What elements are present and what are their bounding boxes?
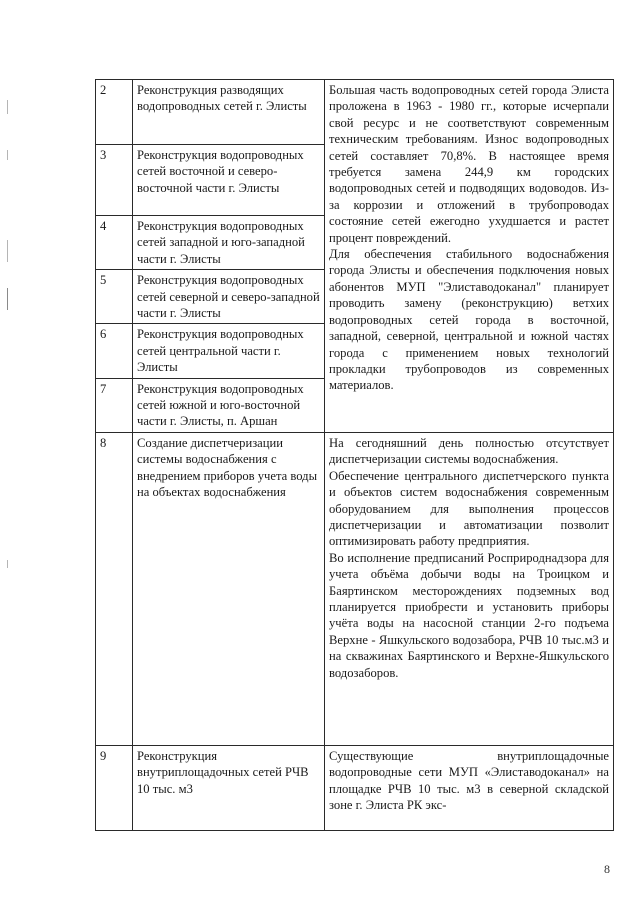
project-name: Реконструкция водопроводных сетей северной и северо-западной части г. Элисты	[133, 270, 325, 324]
description-paragraph: Существующие внутриплощадочные водопроводные сети МУП «Элиставодоканал» на площадке РЧВ 10 тыс. м3 в северной складской зоне г. Элиста РК экс-	[329, 748, 609, 813]
description-paragraph: Во исполнение предписаний Росприроднадзора для учета объёма добычи воды на Троицком и Баяртинском месторождениях подземных вод планируется приобрести и установить приборы учёта воды на насосной станции 2-го подъема Верхне - Яшкульского водозабора, РЧВ 10 тыс.м3 и на скважинах Баяртинского и Верхне-Яшкульского водозаборов.	[329, 550, 609, 680]
scan-artifact	[7, 288, 8, 310]
project-name: Создание диспетчеризации системы водоснабжения с внедрением приборов учета воды на объектах водоснабжения	[133, 432, 325, 745]
row-number: 7	[96, 378, 133, 432]
project-name: Реконструкция внутриплощадочных сетей РЧВ 10 тыс. м3	[133, 745, 325, 830]
project-name: Реконструкция водопроводных сетей южной и юго-восточной части г. Элисты, п. Аршан	[133, 378, 325, 432]
table-row	[96, 745, 614, 830]
row-number: 6	[96, 324, 133, 378]
project-description	[325, 432, 614, 745]
projects-table	[95, 79, 614, 831]
description-paragraph: Обеспечение центрального диспетчерского пункта и объектов систем водоснабжения современным оборудованием для выполнения процессов диспетчеризации и автоматизации позволит оптимизировать работу предприятия.	[329, 468, 609, 549]
project-name: Реконструкция водопроводных сетей центральной части г. Элисты	[133, 324, 325, 378]
row-number: 8	[96, 432, 133, 745]
description-paragraph: Для обеспечения стабильного водоснабжения города Элисты и обеспечения подключения новых абонентов МУП "Элиставодоканал" планирует проводить замену (реконструкцию) ветхих водопроводных сетей города в восточной, западной, северной, центральной и южной частях города с применением новых технологий прокладки трубопроводов из современных материалов.	[329, 247, 609, 393]
row-number: 4	[96, 216, 133, 270]
table-row	[96, 432, 614, 745]
row-number: 9	[96, 745, 133, 830]
page-number: 8	[604, 862, 610, 876]
project-name: Реконструкция водопроводных сетей восточной и северо-восточной части г. Элисты	[133, 145, 325, 216]
description-paragraph: На сегодняшний день полностью отсутствует диспетчеризации системы водоснабжения.	[329, 435, 609, 467]
scan-artifact	[7, 240, 8, 262]
project-name: Реконструкция разводящих водопроводных сетей г. Элисты	[133, 80, 325, 145]
scan-artifact	[7, 100, 8, 114]
row-number: 3	[96, 145, 133, 216]
row-number: 5	[96, 270, 133, 324]
project-description	[325, 745, 614, 830]
row-number: 2	[96, 80, 133, 145]
scan-artifact	[7, 150, 8, 160]
project-name: Реконструкция водопроводных сетей западной и юго-западной части г. Элисты	[133, 216, 325, 270]
project-description	[325, 80, 614, 433]
scan-artifact	[7, 560, 8, 568]
table-row	[96, 80, 614, 145]
description-paragraph: Большая часть водопроводных сетей города Элиста проложена в 1963 - 1980 гг., которые исчерпали свой ресурс и не соответствуют современным техническим требованиям. Износ водопроводных сетей составляет 70,8%. В настоящее время требуется замена 244,9 км городских водопроводных сетей и подводящих водоводов. Из-за коррозии и отложений в трубопроводах состояние сетей ежегодно ухудшается и растет процент повреждений.	[329, 83, 609, 245]
